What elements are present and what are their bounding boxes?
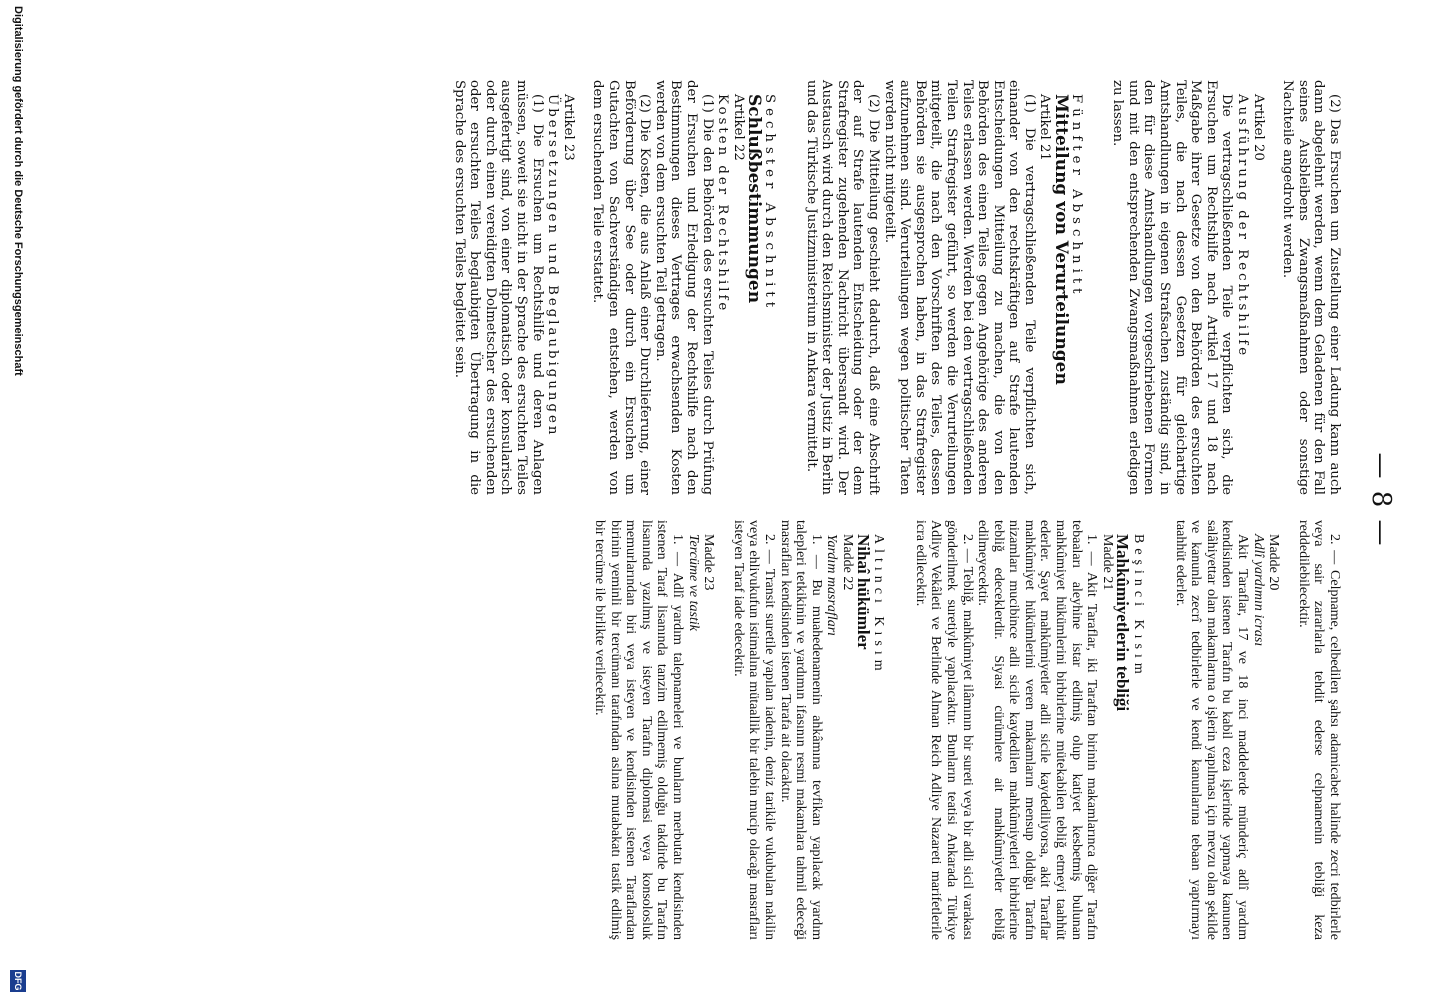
- tr-section6-label: Altıncı Kısım: [871, 534, 887, 676]
- tr-art21-para2: 2. — Tebliğ, mahkûmiyet ilâmının bir sureti veya bir adli sicil varakası gönderilmek suretiyle yapılacaktır. Bunların teatisi Ankarada Türkiye Adliye Vekâleti ve Berlinde Alman Reich Adliye Nazareti marifetlerile icra edilecektir.: [912, 520, 975, 940]
- tr-art23-title: Madde 23: [701, 534, 717, 591]
- de-section6-label: Sechster Abschnitt: [762, 94, 777, 313]
- german-column: [451, 80, 1342, 495]
- de-art22-para2: (2) Die Kosten, die aus Anlaß einer Durchlieferung, einer Beförderung über See oder durch ein Ersuchen um Gutachten von Sachverständigen entstehen, werden von dem ersuchenden Teile erstattet.: [590, 80, 653, 495]
- de-art22-para1: (1) Die den Behörden des ersuchten Teiles durch Prüfung der Ersuchen und Erledigung der Rechtshilfe nach den Bestimmungen dieses Vertrages erwachsenden Kosten werden von dem ersuchten Teil getragen.: [652, 80, 715, 495]
- de-art23-title: Artikel 23: [560, 94, 576, 161]
- tr-section5-title: Mahkûmiyetlerin tebliği: [1113, 534, 1133, 712]
- de-art23-subtitle: Übersetzungen und Beglaubigungen: [545, 94, 561, 438]
- tr-art20-title: Madde 20: [1266, 534, 1282, 591]
- de-art21-title: Artikel 21: [1037, 94, 1053, 161]
- de-art21-para1: (1) Die vertragschließenden Teile verpflichten sich, einander von den rechtskräftigen auf Strafe lautenden Entscheidungen Mitteilung zu machen, die von den Behörden des einen Teiles gegen Angehörige des anderen Teiles erlassen werden. Werden bei den vertragschließenden Teilen Strafregister geführt, so werden die Verurteilungen mitgeteilt, die nach den Vorschriften des Teiles, dessen Behörden sie ausgesprochen haben, in das Strafregister aufzunehmen sind. Verurteilungen wegen politischer Taten werden nicht mitgeteilt.: [881, 80, 1037, 495]
- dfg-logo-icon: DFG: [10, 970, 26, 992]
- tr-art21-title: Madde 21: [1099, 534, 1115, 591]
- tr-art22-subtitle: Yardım masrafları: [824, 534, 840, 637]
- de-intro: (2) Das Ersuchen um Zustellung einer Ladung kann auch dann abgelehnt werden, wenn dem Geladenen für den Fall seines Ausbleibens Zwangsmaßnahmen oder sonstige Nachteile angedroht werden.: [1280, 80, 1342, 495]
- tr-art20-text: Akit Taraflar, 17 ve 18 inci maddelerde münderiç adlî yardım kendisinden istenen Tarafın bu kabil ceza işlerinde yapmaya kanunen salâhiyettar olan makamlarına o işlerin yapılması için mevzu olan şekilde ve kanunla zecrî tedbirlerle ve kendi kanunlarına tebaan yaptırmayı taahhüt ederler.: [1172, 520, 1251, 940]
- tr-art21-para1: 1. — Akit Taraflar, iki Taraftan birinin makamlarınca diğer Tarafın tebaaları aleyhine istar edilmiş olup katiyet kesbetmiş bulunan mahkûmiyet hükümlerini birbirlerine mütekabilen tebliğ etmeyi taahhüt ederler. Şayet mahkûmiyetler adli sicile kaydediliyorsa, akit Taraflar mahkûmiyet hükümlerini veren makamların mensup olduğu Tarafın nizamları mucibince adli sicile kaydedilen mahkûmiyetleri birbirlerine tebliğ edeceklerdir. Siyasi cürümlere ait mahkûmiyetler tebliğ edilmeyecektir.: [975, 520, 1100, 940]
- de-section5-title: Mitteilung von Verurteilungen: [1051, 94, 1072, 385]
- tr-art23-subtitle: Tercüme ve tastik: [685, 534, 701, 631]
- tr-art20-subtitle: Adlî yardımın icrası: [1250, 534, 1266, 647]
- tr-art22-para1: 1. — Bu muahedenamenin ahkâmına tevfikan yapılacak yardım talepleri tetkikinin ve yardımın ifasının resmi makamlara tahmil edeceği masrafları kendisinden istenen Tarafa ait olacaktır.: [777, 520, 824, 940]
- tr-art23-para1: 1. — Adlî yardım talepnameleri ve bunların merbutatı kendisinden istenen Taraf lisanında tanzim edilmemiş olduğu takdirde bu Tarafın lisanında yazılmış ve isteyen Tarafın diplomasi veya konsolosluk memurlarından biri veya isteyen ve kendisinden istenen Taraflardan birinin yeminli bir tercümanı tarafından aslına mutabakatı tastik edilmiş bir tercüme ile birlikte verilecektir.: [592, 520, 686, 940]
- de-art23-para1: (1) Die Ersuchen um Rechtshilfe und deren Anlagen müssen, soweit sie nicht in der Sprache des ersuchten Teiles ausgefertigt sind, von einer diplomatisch oder konsularisch oder durch einen vereidigten Dolmetscher des ersuchenden oder ersuchten Teiles beglaubigten Übertragung in die Sprache des ersuchten Teiles begleitet sein.: [451, 80, 545, 495]
- digitization-footer: [0, 0, 30, 1000]
- tr-art22-title: Madde 22: [839, 534, 855, 591]
- tr-art22-para2: 2. — Transit suretile yapılan iadenin, deniz tarikile vukubulan nakilin veya ehlivukufun istimalına mütaallik bir talebin mucip olacağı masrafları isteyen Taraf iade edecektir.: [730, 520, 777, 940]
- page-number: — 8 —: [1366, 452, 1396, 548]
- de-section5-label: Fünfter Abschnitt: [1068, 94, 1084, 299]
- de-art20-title: Artikel 20: [1250, 94, 1266, 161]
- footer-text: Digitalisierung gefördert durch die Deutsche Forschungsgemeinschaft: [12, 6, 24, 376]
- tr-section5-label: Beşinci Kısım: [1131, 534, 1147, 679]
- de-art21-para2: (2) Die Mitteilung geschieht dadurch, daß eine Abschrift der auf Strafe lautenden Entscheidung oder der dem Strafregister zugehenden Nachricht übersandt wird. Der Austausch wird durch den Reichsminister der Justiz in Berlin und das Türkische Justizministerium in Ankara vermittelt.: [803, 80, 881, 495]
- de-section6-title: Schlußbestimmungen: [744, 94, 765, 304]
- de-art22-subtitle: Kosten der Rechtshilfe: [715, 94, 731, 314]
- turkish-column: [591, 520, 1342, 940]
- de-art20-subtitle: Ausführung der Rechtshilfe: [1235, 94, 1251, 359]
- tr-section6-title: Nihaî hükümler: [853, 534, 873, 650]
- de-art22-title: Artikel 22: [730, 94, 746, 161]
- tr-intro: 2. — Celpname, celbedilen şahsı adamicabet halinde zecri tedbirlerle veya sair zararlarla tehdit ederse celpnamenin tebliği keza reddedilebilecektir.: [1295, 520, 1342, 940]
- de-art20-text: Die vertragschließenden Teile verpflichten sich, die Ersuchen um Rechtshilfe nach Artikel 17 und 18 nach Maßgabe ihrer Gesetze von den Behörden des ersuchten Teiles, die nach dessen Gesetzen für gleichartige Amtshandlungen in eigenen Strafsachen zuständig sind, in den für diese Amtshandlungen vorgeschriebenen Formen und mit den entsprechenden Zwangsmaßnahmen erledigen zu lassen.: [1110, 80, 1235, 495]
